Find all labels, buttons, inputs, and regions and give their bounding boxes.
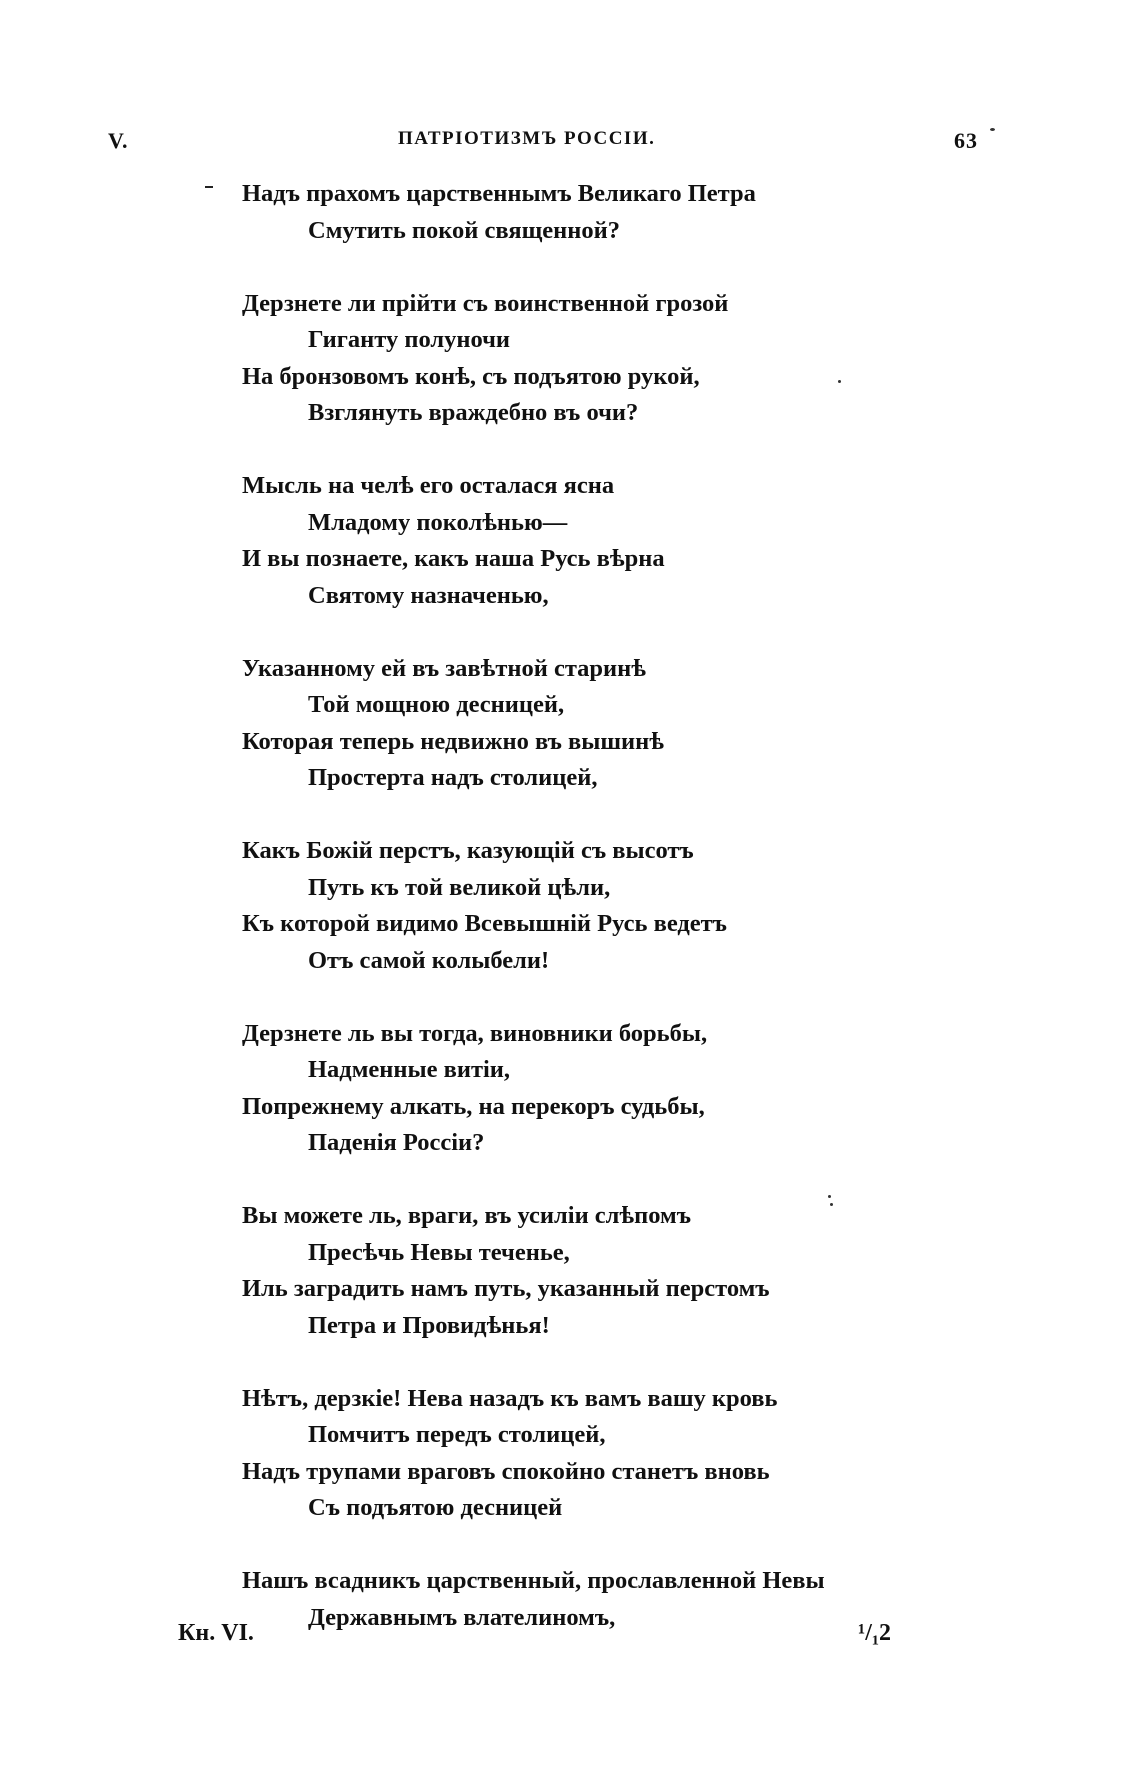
verse-line: Надъ трупами враговъ спокойно станетъ вновь — [242, 1457, 770, 1485]
verse-line: Помчитъ передъ столицей, — [308, 1421, 606, 1448]
verse-line: Вы можете ль, враги, въ усиліи слѣпомъ — [242, 1202, 692, 1229]
verse-line: Какъ Божій перстъ, казующій съ высотъ — [242, 837, 694, 864]
verse-line: Младому поколѣнью— — [308, 508, 568, 536]
verse-line: Гиганту полуночи — [308, 326, 511, 353]
verse-line: Нѣтъ, дерзкіе! Нева назадъ къ вамъ вашу кровь — [242, 1384, 778, 1412]
signature-mark: Кн. VI. — [178, 1620, 254, 1646]
verse-line: И вы познаете, какъ наша Русь вѣрна — [242, 545, 665, 572]
stanza — [242, 1381, 942, 1527]
verse-line: Дерзнете ль вы тогда, виновники борьбы, — [242, 1019, 708, 1047]
section-number: V. — [108, 128, 129, 153]
verse-line: Надъ прахомъ царственнымъ Великаго Петра — [242, 180, 756, 207]
verse-line: Державнымъ влателиномъ, — [308, 1603, 616, 1631]
margin-dash — [205, 186, 213, 188]
stanza — [242, 1198, 942, 1344]
stanza — [242, 286, 942, 432]
print-speck — [838, 380, 841, 383]
poem-body — [242, 176, 942, 1673]
verse-line: Простерта надъ столицей, — [308, 764, 598, 791]
verse-line: Попрежнему алкать, на перекоръ судьбы, — [242, 1092, 705, 1120]
verse-line: Которая теперь недвижно въ вышинѣ — [242, 727, 664, 755]
verse-line: Съ подъятою десницей — [308, 1494, 563, 1521]
verse-line: Путь къ той великой цѣли, — [308, 873, 611, 901]
verse-line: Петра и Провидѣнья! — [308, 1311, 550, 1339]
verse-line: Пресѣчь Невы теченье, — [308, 1238, 570, 1266]
verse-line: Той мощною десницей, — [308, 691, 565, 718]
verse-line: Паденія Россіи? — [308, 1129, 485, 1156]
page-number: 63 — [954, 128, 978, 153]
sheet-mark: ¹/₁2 — [858, 1620, 892, 1646]
print-speck — [990, 128, 995, 131]
verse-line: Отъ самой колыбели! — [308, 946, 550, 974]
verse-line: Мысль на челѣ его осталася ясна — [242, 472, 615, 499]
verse-line: На бронзовомъ конѣ, съ подъятою рукой, — [242, 362, 700, 390]
print-speck — [830, 1203, 833, 1206]
stanza — [242, 176, 942, 249]
verse-line: Дерзнете ли прійти съ воинственной грозой — [242, 289, 729, 317]
verse-line: Къ которой видимо Всевышній Русь ведетъ — [242, 910, 727, 937]
verse-line: Смутить покой священной? — [308, 216, 620, 244]
verse-line: Нашъ всадникъ царственный, прославленной Невы — [242, 1567, 825, 1594]
running-title: ПАТРІОТИЗМЪ РОССІИ. — [398, 128, 656, 149]
stanza — [242, 468, 942, 614]
stanza — [242, 651, 942, 797]
verse-line: Указанному ей въ завѣтной старинѣ — [242, 654, 646, 682]
verse-line: Надменные витіи, — [308, 1056, 511, 1083]
stanza — [242, 833, 942, 979]
stanza — [242, 1563, 942, 1636]
verse-line: Взглянуть враждебно въ очи? — [308, 399, 639, 426]
print-speck — [828, 1195, 831, 1198]
verse-line: Святому назначенью, — [308, 581, 549, 609]
running-header — [108, 128, 978, 158]
verse-line: Иль заградить намъ путь, указанный перстомъ — [242, 1275, 770, 1302]
stanza — [242, 1016, 942, 1162]
